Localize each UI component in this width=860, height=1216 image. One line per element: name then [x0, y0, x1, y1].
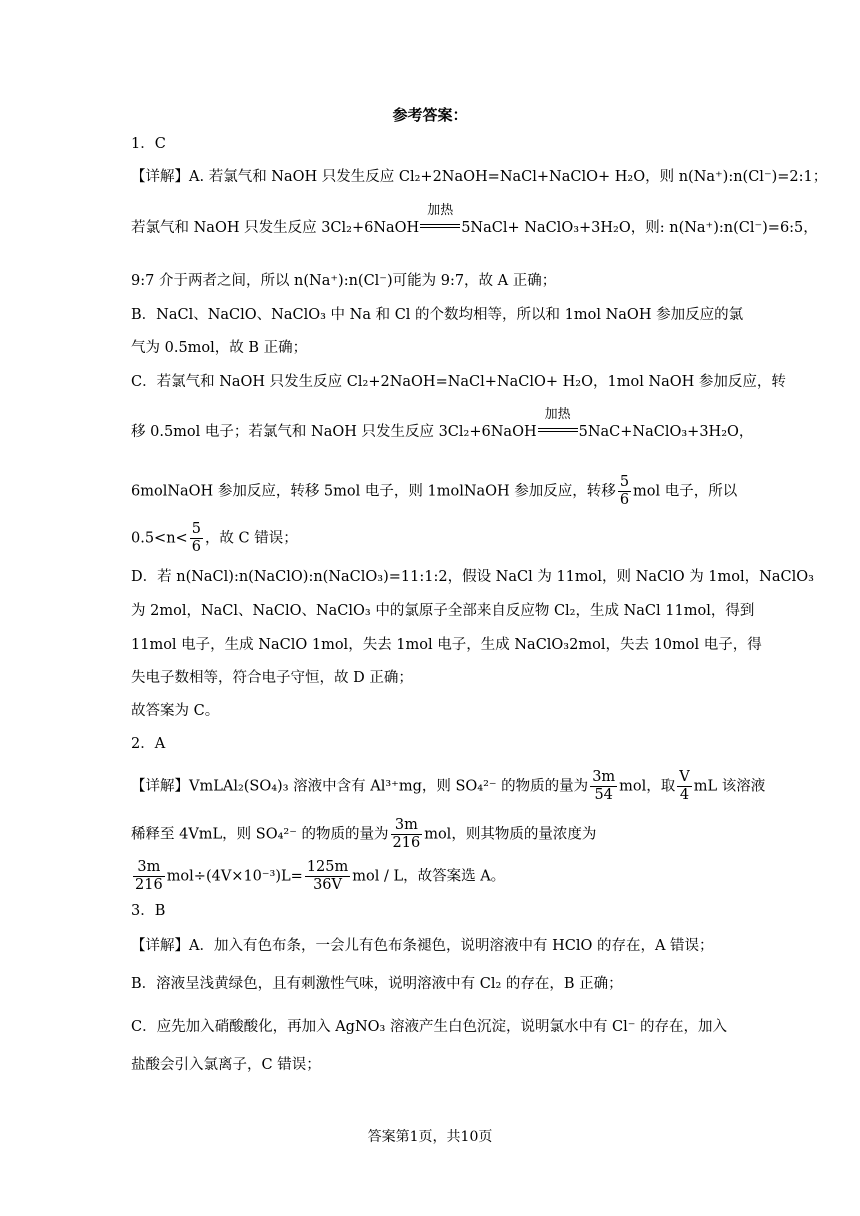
q1-explanation-line-14: 故答案为 C。 [131, 703, 220, 719]
fraction-numerator: 5 [619, 474, 630, 490]
fraction-numerator: 3m [133, 859, 165, 877]
fraction-numerator: V [679, 769, 690, 785]
fraction-numerator: 5 [191, 521, 201, 537]
q3-explanation-line-1: 【详解】A．加入有色布条，一会儿有色布条褪色，说明溶液中有 HClO 的存在，A 错误； [131, 938, 714, 954]
q1-number: 1．C [131, 136, 166, 152]
q1-line-8-text-b: mol 电子，所以 [633, 483, 738, 500]
q2-explanation-line-1 [131, 769, 765, 804]
fraction-numerator: 3m [391, 817, 423, 835]
q1-explanation-line-8 [131, 474, 737, 509]
heating-condition-arrow-2 [538, 407, 578, 436]
q1-line-7-text-b: 5NaC+NaClO₃+3H₂O， [578, 424, 754, 440]
q2-line-1-text-c: mL 该溶液 [693, 778, 766, 795]
q2-explanation-line-3 [131, 859, 505, 894]
page-title: 参考答案： [392, 106, 468, 124]
fraction-numerator: 125m [306, 859, 349, 875]
q2-line-1-text-a: 【详解】VmLAl₂(SO₄)₃ 溶液中含有 Al³⁺mg，则 SO₄²⁻ 的物质的量为 [131, 778, 589, 795]
fraction-denominator: 216 [135, 877, 163, 893]
fraction-numerator: 3m [592, 769, 616, 785]
fraction-3m-over-216-2 [133, 859, 165, 894]
fraction-3m-over-216 [391, 817, 423, 852]
q3-explanation-line-2: B．溶液呈浅黄绿色，且有刺激性气味，说明溶液中有 Cl₂ 的存在，B 正确； [131, 976, 623, 992]
q1-explanation-line-7 [131, 407, 754, 443]
q3-explanation-line-3: C．应先加入硝酸酸化，再加入 AgNO₃ 溶液产生白色沉淀，说明氯水中有 Cl⁻ 的存在，加入 [131, 1019, 728, 1035]
q1-explanation-line-10: D．若 n(NaCl):n(NaClO):n(NaClO₃)=11:1:2，假设 NaCl 为 11mol，则 NaClO 为 1mol，NaClO₃ [131, 569, 814, 585]
page-footer: 答案第1页，共10页 [367, 1129, 493, 1145]
q1-explanation-line-4: B．NaCl、NaClO、NaClO₃ 中 Na 和 Cl 的个数均相等，所以和 1mol NaOH 参加反应的氯 [131, 307, 744, 323]
q1-explanation-line-5: 气为 0.5mol，故 B 正确； [131, 340, 308, 356]
q2-line-3-text-a: mol÷(4V×10⁻³)L= [166, 868, 303, 885]
q2-line-2-text-a: 稀释至 4VmL，则 SO₄²⁻ 的物质的量为 [131, 826, 389, 843]
fraction-denominator: 6 [191, 539, 201, 555]
fraction-denominator: 54 [594, 787, 613, 803]
q1-explanation-line-13: 失电子数相等，符合电子守恒，故 D 正确； [131, 670, 413, 686]
q1-line-7-text-a: 移 0.5mol 电子；若氯气和 NaOH 只发生反应 3Cl₂+6NaOH [131, 424, 537, 440]
fraction-125m-over-36v [305, 859, 350, 894]
q1-explanation-line-6: C．若氯气和 NaOH 只发生反应 Cl₂+2NaOH=NaCl+NaClO+ H₂O，1mol NaOH 参加反应，转 [131, 374, 786, 390]
fraction-denominator: 4 [679, 787, 690, 803]
q2-line-3-text-b: mol / L，故答案选 A。 [352, 868, 506, 885]
heating-condition-arrow [420, 203, 460, 232]
q2-explanation-line-2 [131, 817, 596, 852]
q1-line-2-text-a: 若氯气和 NaOH 只发生反应 3Cl₂+6NaOH [131, 220, 420, 236]
heating-condition-label: 加热 [427, 203, 454, 218]
q1-explanation-line-2 [131, 203, 818, 239]
q1-explanation-line-11: 为 2mol，NaCl、NaClO、NaClO₃ 中的氯原子全部来自反应物 Cl₂，生成 NaCl 11mol，得到 [131, 603, 755, 619]
q1-line-8-text-a: 6molNaOH 参加反应，转移 5mol 电子，则 1molNaOH 参加反应，转移 [131, 483, 616, 500]
q1-explanation-line-9 [131, 521, 298, 556]
q1-explanation-line-3: 9:7 介于两者之间，所以 n(Na⁺):n(Cl⁻)可能为 9:7，故 A 正确； [131, 273, 557, 289]
fraction-3m-over-54 [590, 769, 617, 804]
fraction-denominator: 36V [313, 877, 342, 893]
q1-line-2-text-b: 5NaCl+ NaClO₃+3H₂O，则: n(Na⁺):n(Cl⁻)=6:5， [461, 220, 818, 236]
fraction-denominator: 216 [392, 835, 421, 851]
q3-number: 3．B [131, 903, 166, 919]
fraction-five-sixths-2 [190, 521, 203, 556]
q2-line-1-text-b: mol，取 [619, 778, 676, 795]
fraction-five-sixths [618, 474, 631, 509]
q1-explanation-line-12: 11mol 电子，生成 NaClO 1mol，失去 1mol 电子，生成 NaClO₃2mol，失去 10mol 电子，得 [131, 637, 762, 653]
q3-explanation-line-4: 盐酸会引入氯离子，C 错误； [131, 1057, 321, 1073]
q2-line-2-text-b: mol，则其物质的量浓度为 [424, 826, 597, 843]
q1-explanation-line-1: 【详解】A. 若氯气和 NaOH 只发生反应 Cl₂+2NaOH=NaCl+NaClO+ H₂O，则 n(Na⁺):n(Cl⁻)=2:1； [131, 169, 828, 185]
q1-line-9-text-a: 0.5<n< [131, 530, 188, 547]
fraction-denominator: 6 [619, 492, 630, 508]
heating-condition-label-2: 加热 [544, 407, 571, 422]
q2-number: 2．A [131, 736, 166, 752]
fraction-v-over-4 [677, 769, 691, 804]
q1-line-9-text-b: ，故 C 错误； [204, 530, 298, 547]
